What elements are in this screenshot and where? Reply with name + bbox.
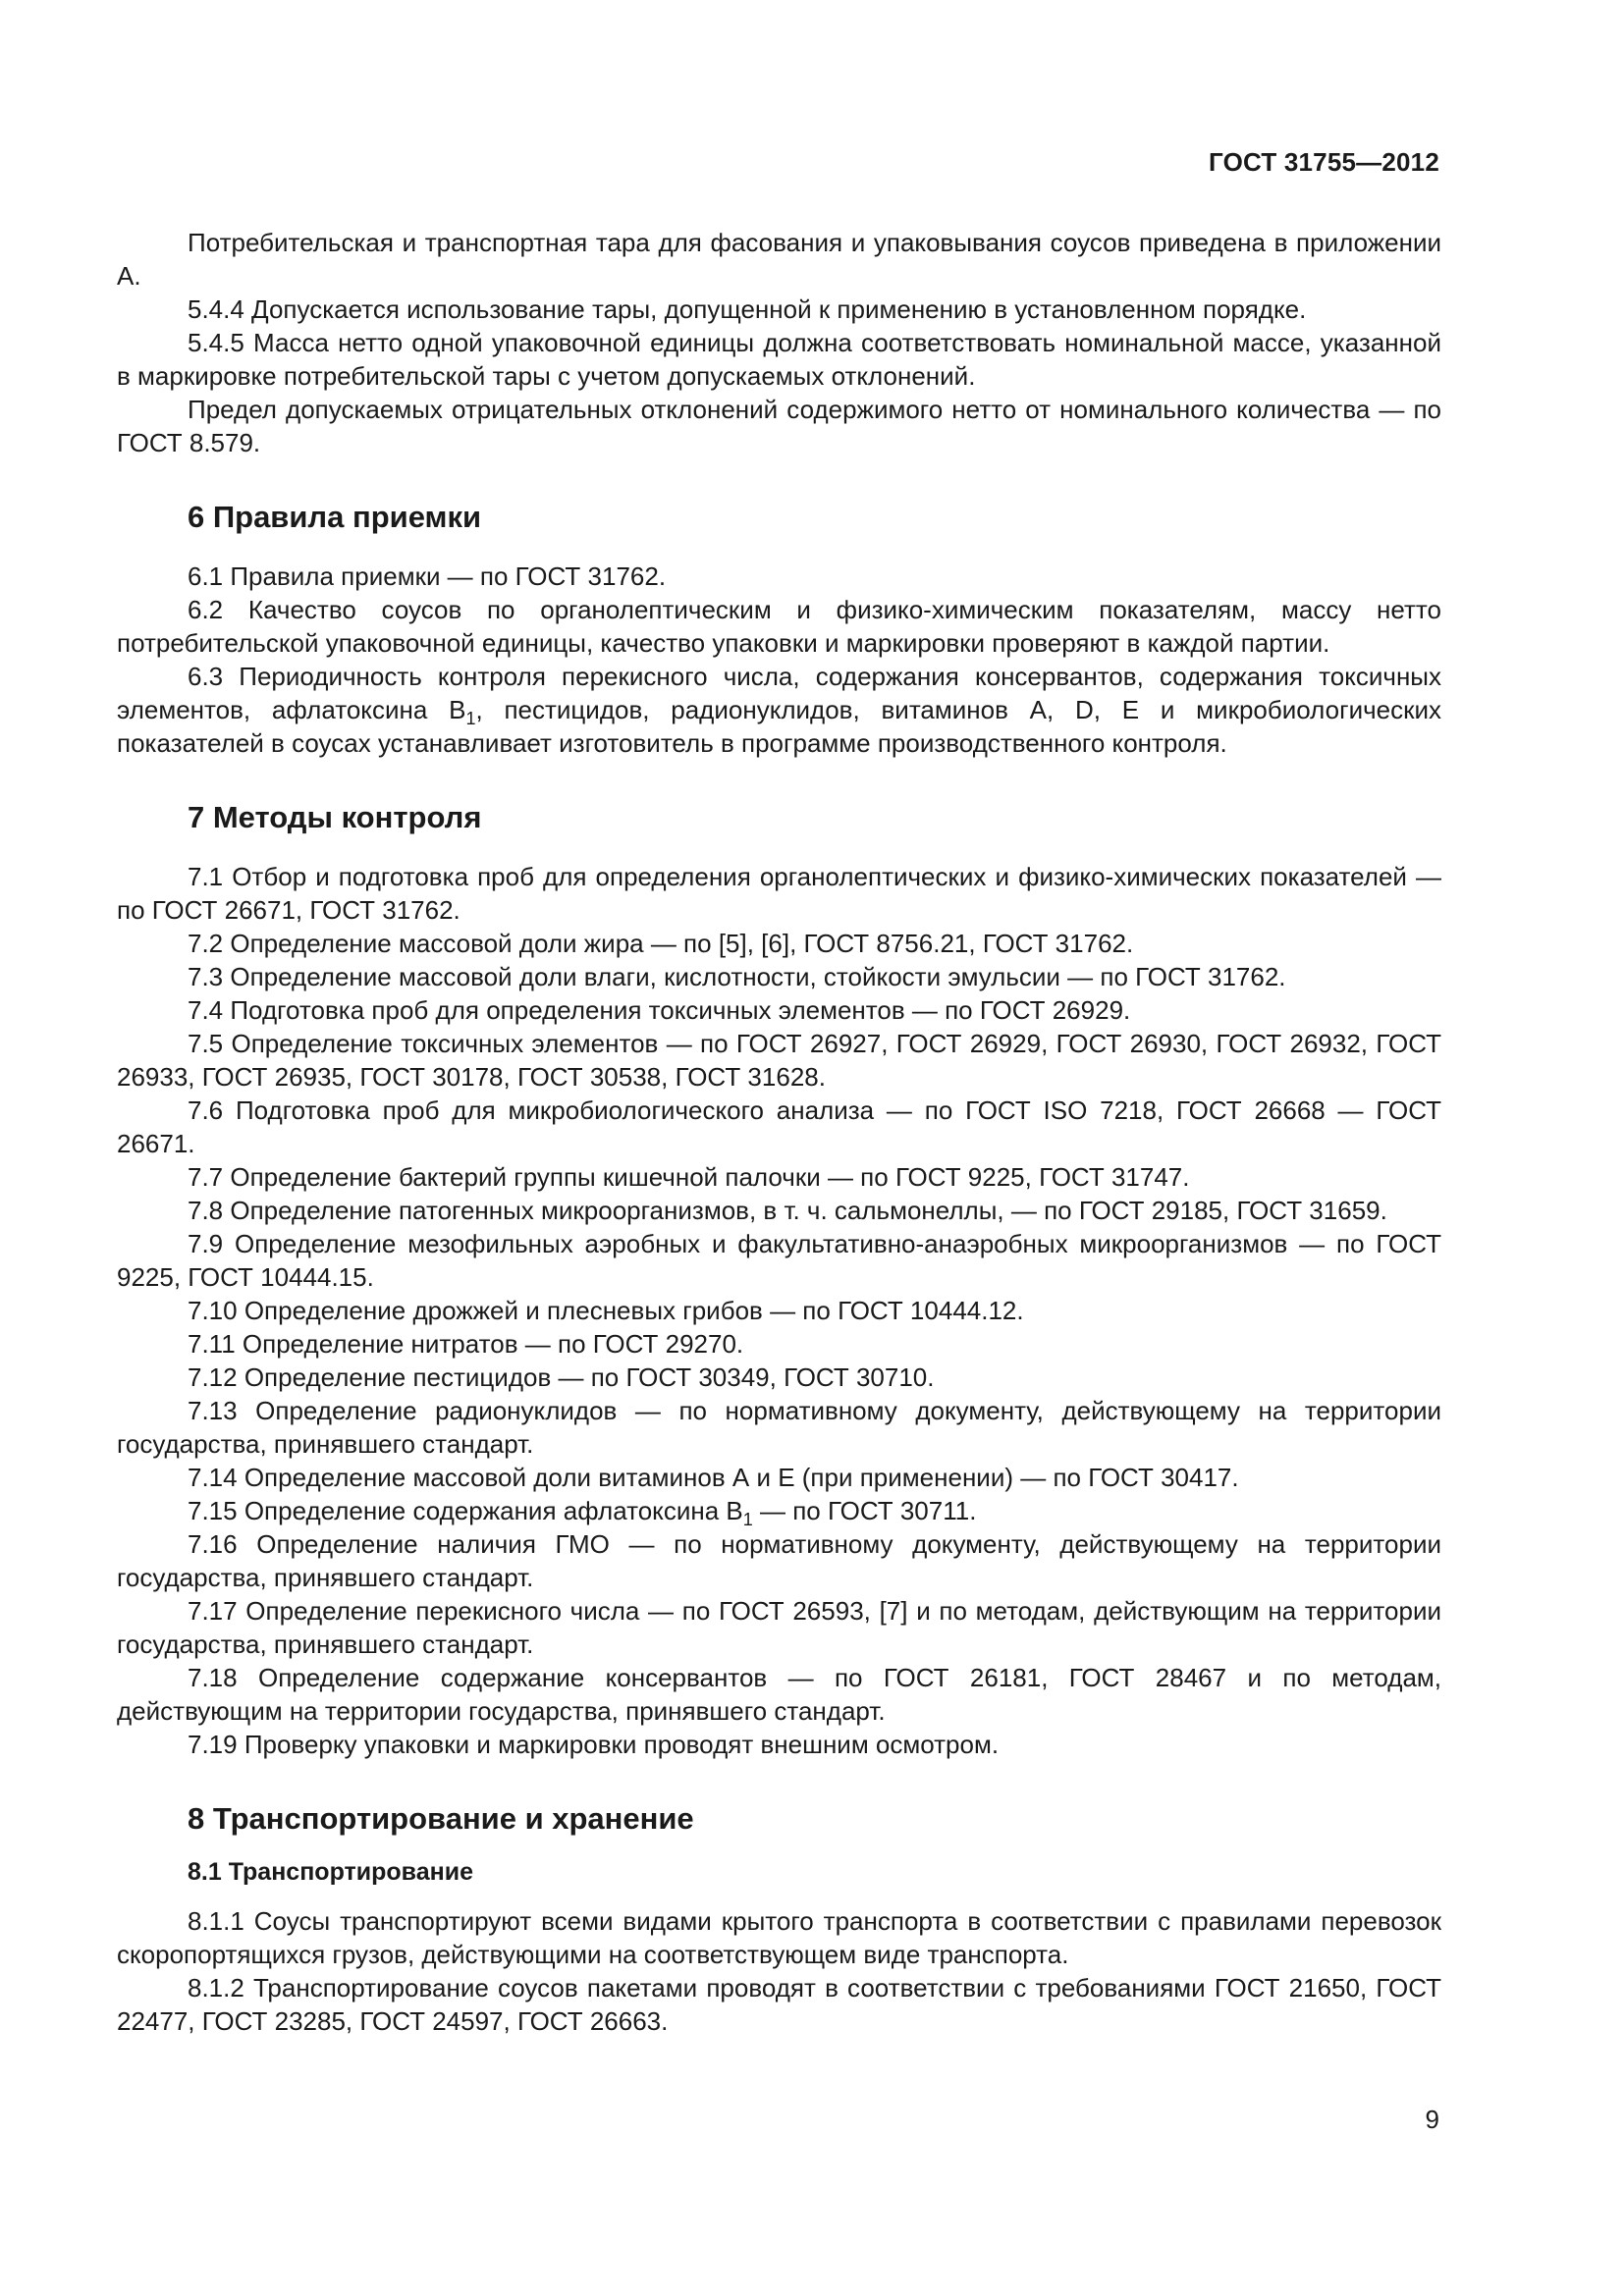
paragraph-7-15: 7.15 Определение содержания афлатоксина $В_1$ — по ГОСТ 30711. <box>188 1496 977 1529</box>
page-number: 9 <box>1425 2105 1439 2134</box>
section-6-heading: 6 Правила приемки <box>188 500 482 534</box>
paragraph-net-deviation: Предел допускаемых отрицательных отклонений содержимого нетто от номинального количества — по ГОСТ 8.579. <box>117 395 1441 457</box>
paragraph-7-4: 7.4 Подготовка проб для определения токсичных элементов — по ГОСТ 26929. <box>188 995 1131 1025</box>
document-body <box>117 226 1441 2038</box>
paragraph-8-1-2: 8.1.2 Транспортирование соусов пакетами проводят в соответствии с требованиями ГОСТ 21650, ГОСТ 22477, ГОСТ 23285, ГОСТ 24597, ГОСТ 26663. <box>117 1973 1441 2036</box>
paragraph-5-4-5: 5.4.5 Масса нетто одной упаковочной единицы должна соответствовать номинальной массе, указанной в маркировке потребительской тары с учетом допускаемых отклонений. <box>117 328 1441 391</box>
paragraph-7-5: 7.5 Определение токсичных элементов — по ГОСТ 26927, ГОСТ 26929, ГОСТ 26930, ГОСТ 26932, ГОСТ 26933, ГОСТ 26935, ГОСТ 30178, ГОСТ 30538, ГОСТ 31628. <box>117 1029 1441 1092</box>
document-code-header: ГОСТ 31755—2012 <box>1209 147 1439 177</box>
paragraph-7-13: 7.13 Определение радионуклидов — по нормативному документу, действующему на территории государства, принявшего стандарт. <box>117 1396 1441 1459</box>
paragraph-7-8: 7.8 Определение патогенных микроорганизмов, в т. ч. сальмонеллы, — по ГОСТ 29185, ГОСТ 31659. <box>188 1196 1387 1225</box>
paragraph-5-4-4: 5.4.4 Допускается использование тары, допущенной к применению в установленном порядке. <box>188 294 1307 324</box>
paragraph-7-7: 7.7 Определение бактерий группы кишечной палочки — по ГОСТ 9225, ГОСТ 31747. <box>188 1162 1190 1192</box>
paragraph-8-1-1: 8.1.1 Соусы транспортируют всеми видами крытого транспорта в соответствии с правилами перевозок скоропортящихся грузов, действующими на соответствующем виде транспорта. <box>117 1906 1441 1969</box>
paragraph-7-9: 7.9 Определение мезофильных аэробных и факультативно-анаэробных микроорганизмов — по ГОСТ 9225, ГОСТ 10444.15. <box>117 1229 1441 1292</box>
section-8-heading: 8 Транспортирование и хранение <box>188 1801 694 1836</box>
paragraph-7-2: 7.2 Определение массовой доли жира — по [5], [6], ГОСТ 8756.21, ГОСТ 31762. <box>188 929 1134 958</box>
subsection-8-1-heading: 8.1 Транспортирование <box>188 1858 473 1886</box>
paragraph-7-6: 7.6 Подготовка проб для микробиологического анализа — по ГОСТ ISO 7218, ГОСТ 26668 — ГОСТ 26671. <box>117 1095 1441 1158</box>
paragraph-packaging-appendix: Потребительская и транспортная тара для фасования и упаковывания соусов приведена в приложении А. <box>117 228 1441 291</box>
section-7-heading: 7 Методы контроля <box>188 800 482 834</box>
paragraph-7-17: 7.17 Определение перекисного числа — по ГОСТ 26593, [7] и по методам, действующим на территории государства, принявшего стандарт. <box>117 1596 1441 1659</box>
paragraph-7-14: 7.14 Определение массовой доли витаминов А и Е (при применении) — по ГОСТ 30417. <box>188 1463 1239 1492</box>
paragraph-7-10: 7.10 Определение дрожжей и плесневых грибов — по ГОСТ 10444.12. <box>188 1296 1024 1325</box>
paragraph-6-3: 6.3 Периодичность контроля перекисного числа, содержания консервантов, содержания токсичных элементов, афлатоксина $В_1$, пестицидов, радионуклидов, витаминов А, D, Е и микробиологических показателей в соусах устанавливает изготовитель в программе производственного контроля. <box>117 662 1441 758</box>
paragraph-7-11: 7.11 Определение нитратов — по ГОСТ 29270. <box>188 1329 744 1359</box>
paragraph-6-1: 6.1 Правила приемки — по ГОСТ 31762. <box>188 561 667 591</box>
paragraph-7-18: 7.18 Определение содержание консервантов — по ГОСТ 26181, ГОСТ 28467 и по методам, действующим на территории государства, принявшего стандарт. <box>117 1663 1441 1726</box>
paragraph-7-19: 7.19 Проверку упаковки и маркировки проводят внешним осмотром. <box>188 1730 1000 1759</box>
paragraph-7-3: 7.3 Определение массовой доли влаги, кислотности, стойкости эмульсии — по ГОСТ 31762. <box>188 962 1286 991</box>
paragraph-6-2: 6.2 Качество соусов по органолептическим и физико-химическим показателям, массу нетто потребительской упаковочной единицы, качество упаковки и маркировки проверяют в каждой партии. <box>117 595 1441 658</box>
paragraph-7-12: 7.12 Определение пестицидов — по ГОСТ 30349, ГОСТ 30710. <box>188 1362 935 1392</box>
paragraph-7-16: 7.16 Определение наличия ГМО — по нормативному документу, действующему на территории государства, принявшего стандарт. <box>117 1529 1441 1592</box>
paragraph-7-1: 7.1 Отбор и подготовка проб для определения органолептических и физико-химических показателей — по ГОСТ 26671, ГОСТ 31762. <box>117 862 1441 925</box>
